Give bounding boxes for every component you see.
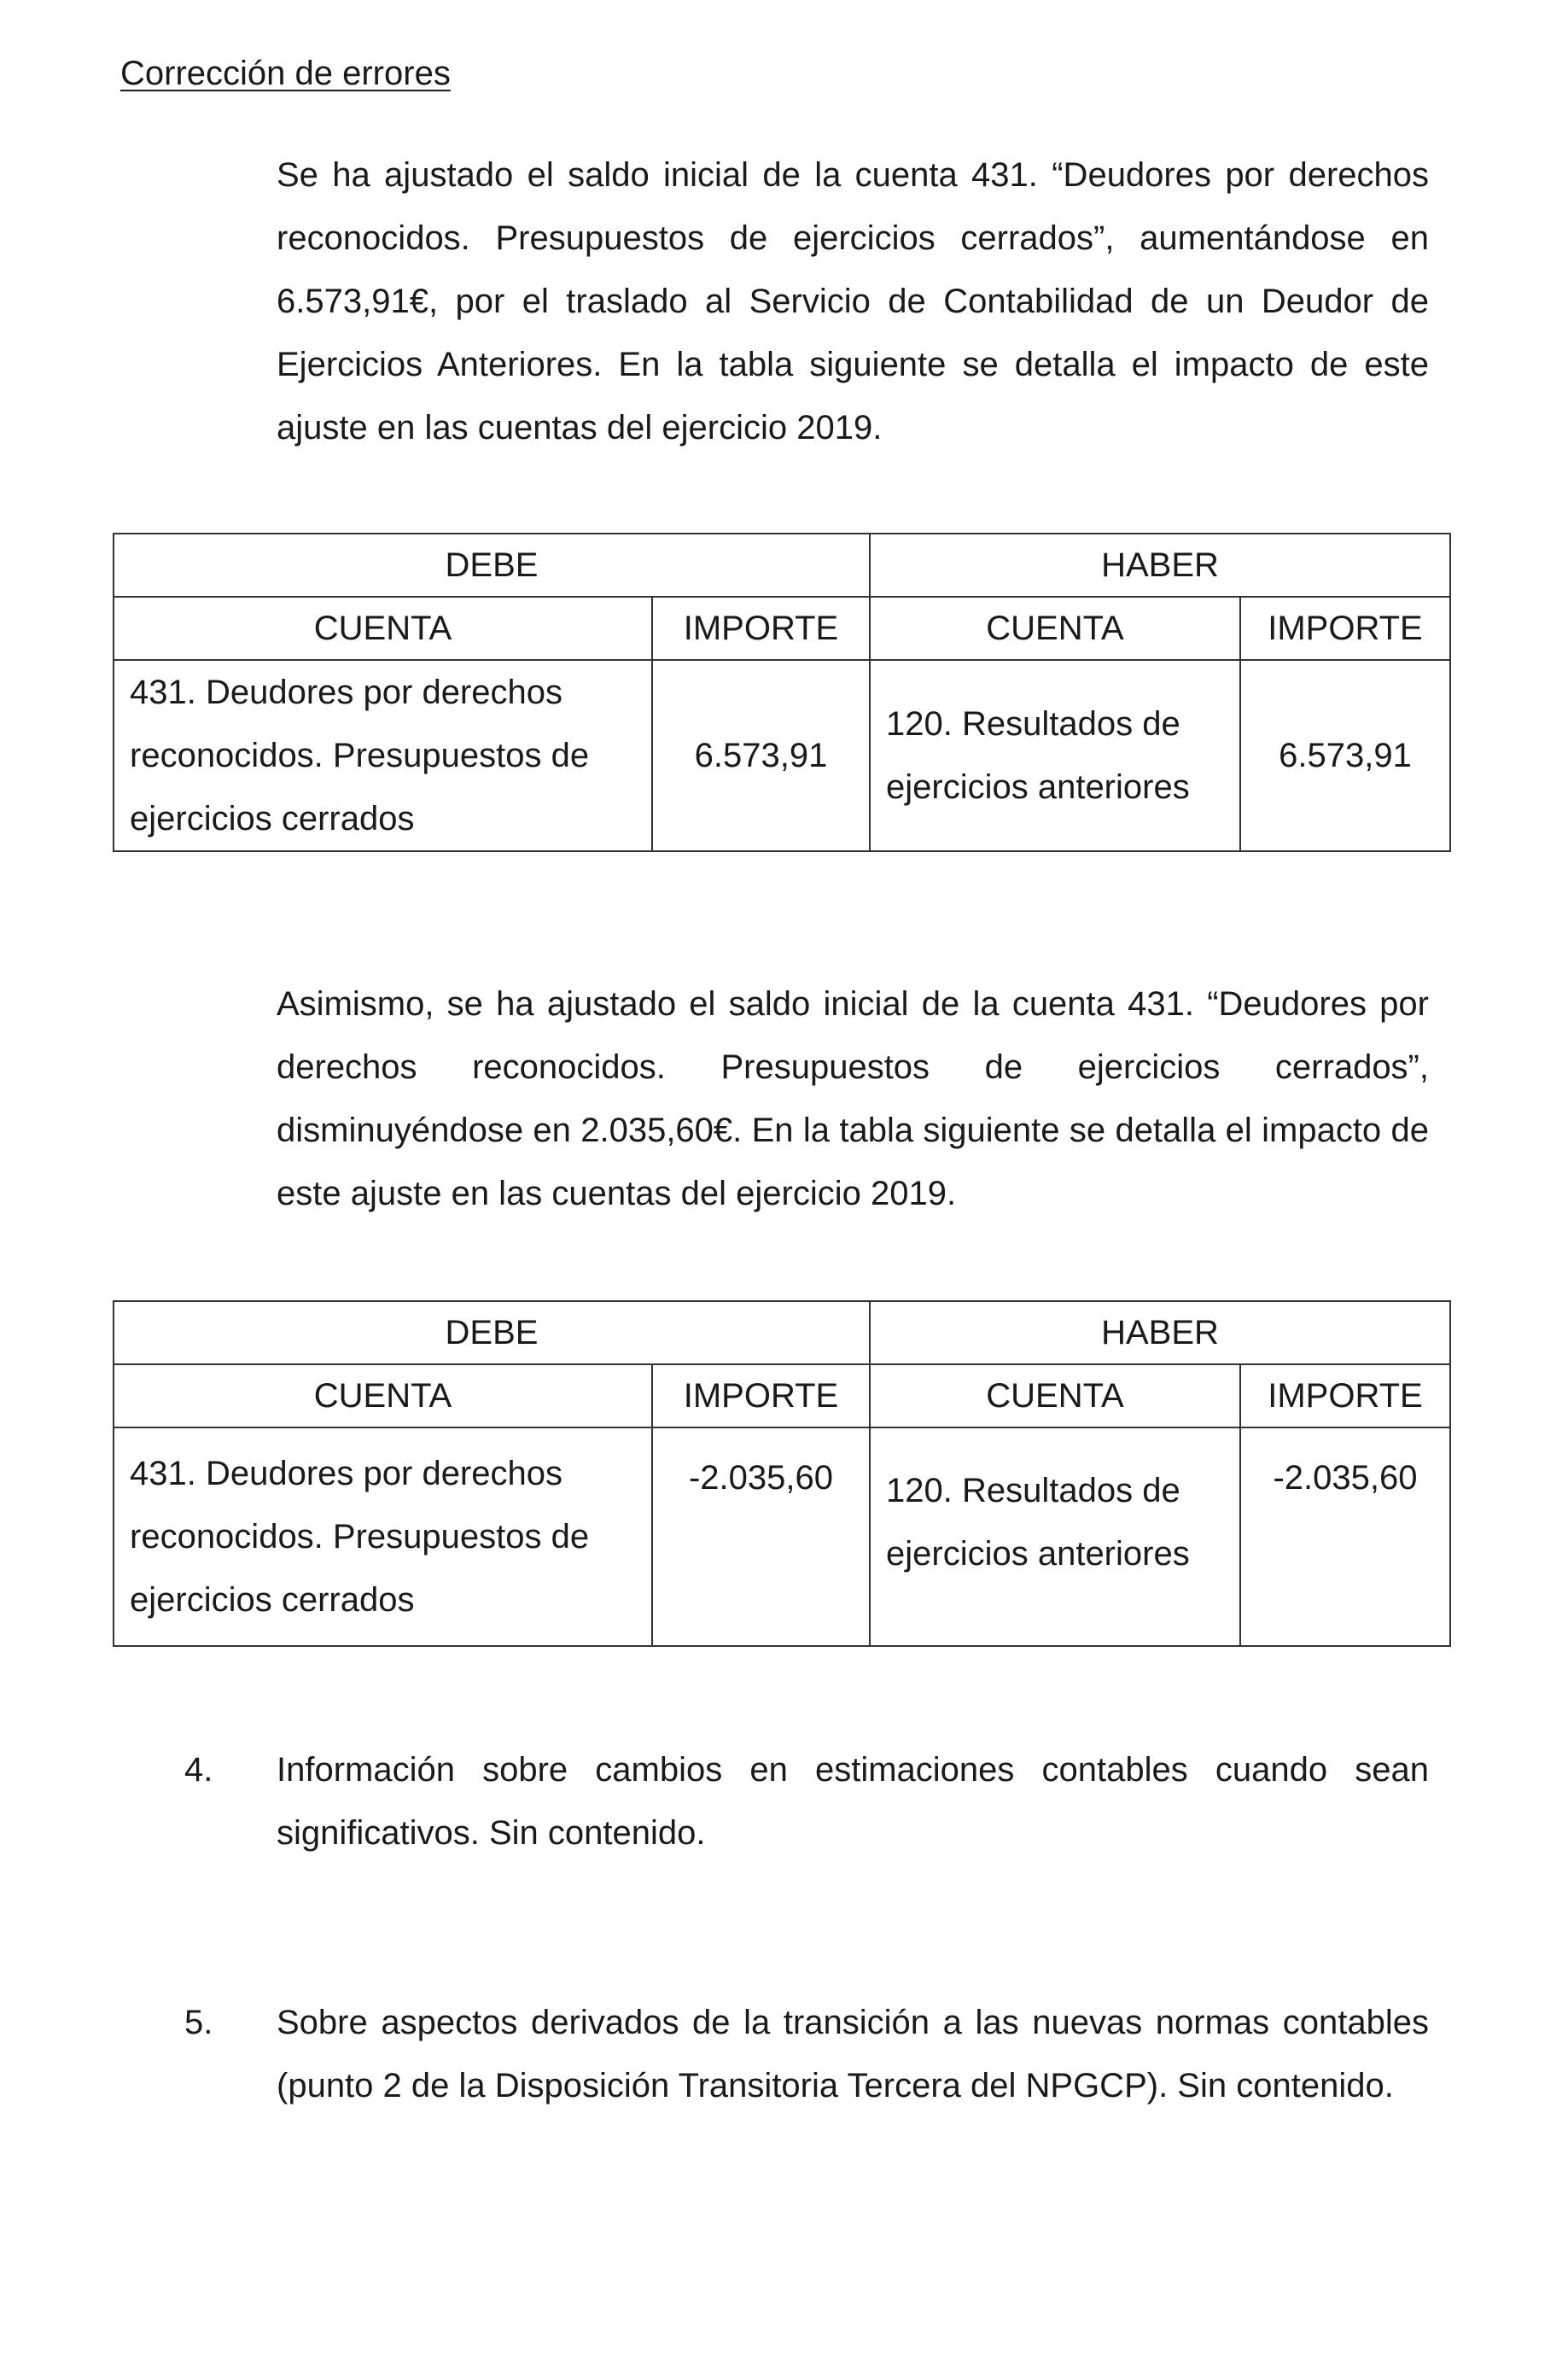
haber-importe-cell: -2.035,60 [1240, 1427, 1450, 1646]
debe-header: DEBE [114, 534, 870, 597]
haber-importe-header: IMPORTE [1240, 1364, 1450, 1427]
debe-importe-cell: -2.035,60 [652, 1427, 870, 1646]
haber-importe-cell: 6.573,91 [1240, 660, 1450, 851]
list-item-number: 5. [184, 2004, 213, 2041]
debe-cuenta-cell: 431. Deudores por derechos reconocidos. Presupuestos de ejercicios cerrados [114, 660, 652, 851]
adjustment-table-1 [113, 533, 1451, 852]
debe-cuenta-header: CUENTA [114, 597, 652, 660]
table-subheader-row [114, 1364, 1450, 1427]
haber-importe-header: IMPORTE [1240, 597, 1450, 660]
debe-cuenta-header: CUENTA [114, 1364, 652, 1427]
table-header-row [114, 1301, 1450, 1364]
paragraph-adjustment-decrease: Asimismo, se ha ajustado el saldo inicial de la cuenta 431. “Deudores por derechos reconocidos. Presupuestos de ejercicios cerrados”, disminuyéndose en 2.035,60€. En la tabla siguiente se detalla el impacto de este ajuste en las cuentas del ejercicio 2019. [277, 985, 1429, 1212]
table-row [114, 1427, 1450, 1646]
debe-header: DEBE [114, 1301, 870, 1364]
haber-cuenta-cell: 120. Resultados de ejercicios anteriores [870, 660, 1240, 851]
debe-cuenta-cell: 431. Deudores por derechos reconocidos. Presupuestos de ejercicios cerrados [114, 1427, 652, 1646]
list-item-number: 4. [184, 1751, 213, 1789]
adjustment-table-2 [113, 1300, 1451, 1647]
table-subheader-row [114, 597, 1450, 660]
haber-cuenta-header: CUENTA [870, 1364, 1240, 1427]
debe-importe-header: IMPORTE [652, 1364, 870, 1427]
section-heading: Corrección de errores [120, 55, 451, 92]
debe-importe-header: IMPORTE [652, 597, 870, 660]
paragraph-adjustment-increase: Se ha ajustado el saldo inicial de la cuenta 431. “Deudores por derechos reconocidos. Presupuestos de ejercicios cerrados”, aumentándose en 6.573,91€, por el traslado al Servicio de Contabilidad de un Deudor de Ejercicios Anteriores. En la tabla siguiente se detalla el impacto de este ajuste en las cuentas del ejercicio 2019. [277, 156, 1429, 447]
haber-cuenta-header: CUENTA [870, 597, 1240, 660]
haber-header: HABER [870, 534, 1450, 597]
table-row [114, 660, 1450, 851]
debe-importe-cell: 6.573,91 [652, 660, 870, 851]
list-item-text: Sobre aspectos derivados de la transición a las nuevas normas contables (punto 2 de la Disposición Transitoria Tercera del NPGCP). Sin contenido. [277, 2004, 1429, 2104]
haber-cuenta-cell: 120. Resultados de ejercicios anteriores [870, 1427, 1240, 1646]
list-item-text: Información sobre cambios en estimaciones contables cuando sean significativos. Sin contenido. [277, 1751, 1429, 1852]
table-header-row [114, 534, 1450, 597]
haber-header: HABER [870, 1301, 1450, 1364]
